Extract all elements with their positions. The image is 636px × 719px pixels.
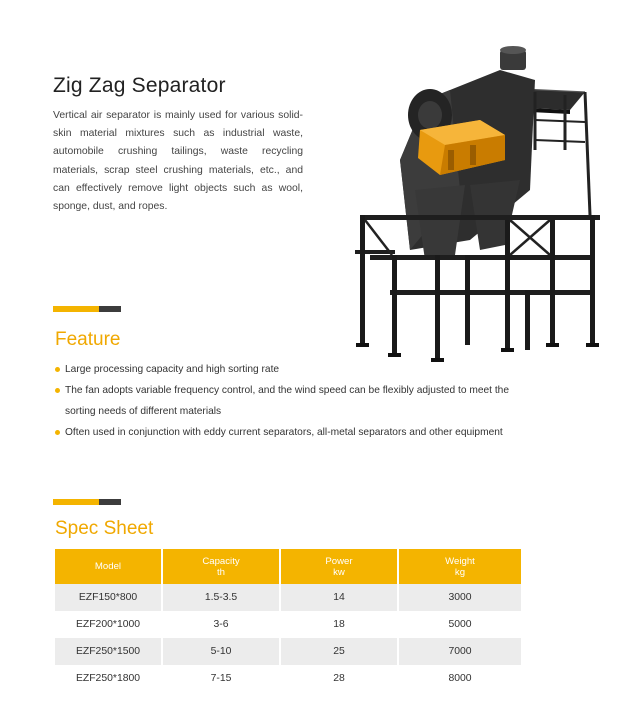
feature-item: Large processing capacity and high sorting rate: [55, 359, 535, 380]
table-row: [55, 584, 521, 611]
power-cell: 28: [280, 665, 398, 692]
spec-heading: Spec Sheet: [55, 518, 154, 539]
spec-divider: [53, 499, 121, 505]
bullet-icon: [55, 430, 60, 435]
column-header-power: Power kw: [280, 549, 398, 584]
feature-item: The fan adopts variable frequency control, and the wind speed can be flexibly adjusted to meet the sorting needs of different materials: [55, 380, 535, 422]
power-cell: 18: [280, 611, 398, 638]
capacity-cell: 5-10: [162, 638, 280, 665]
column-header-weight: Weight kg: [398, 549, 521, 584]
capacity-cell: 3-6: [162, 611, 280, 638]
capacity-cell: 1.5-3.5: [162, 584, 280, 611]
model-cell: EZF150*800: [55, 584, 162, 611]
product-description: Vertical air separator is mainly used for various solid-skin material mixtures such as industrial waste, automobile crushing tailings, waste recycling materials, scrap steel crushing materials, etc., and can effectively remove light objects such as wool, sponge, dust, and ropes.: [53, 110, 303, 213]
bullet-icon: [55, 388, 60, 393]
power-cell: 14: [280, 584, 398, 611]
column-header-model: Model: [55, 549, 162, 584]
table-row: [55, 638, 521, 665]
table-row: [55, 665, 521, 692]
model-cell: EZF200*1000: [55, 611, 162, 638]
model-cell: EZF250*1800: [55, 665, 162, 692]
spec-header-row: [55, 549, 521, 584]
weight-cell: 8000: [448, 673, 472, 684]
model-cell: EZF250*1500: [55, 638, 162, 665]
feature-divider: [53, 306, 121, 312]
capacity-cell: 7-15: [162, 665, 280, 692]
bullet-icon: [55, 367, 60, 372]
zig-zag-separator-image: [330, 40, 630, 365]
weight-cell: 3000: [398, 584, 521, 611]
weight-cell: 5000: [448, 619, 472, 630]
feature-heading: Feature: [55, 329, 121, 350]
page-title: Zig Zag Separator: [53, 74, 226, 98]
spec-table: [55, 549, 521, 692]
power-cell: 25: [280, 638, 398, 665]
table-row: [55, 611, 521, 638]
column-header-capacity: Capacity th: [162, 549, 280, 584]
feature-list: [55, 359, 535, 443]
feature-item: Often used in conjunction with eddy current separators, all-metal separators and other equipment: [55, 422, 535, 443]
weight-cell: 7000: [398, 638, 521, 665]
